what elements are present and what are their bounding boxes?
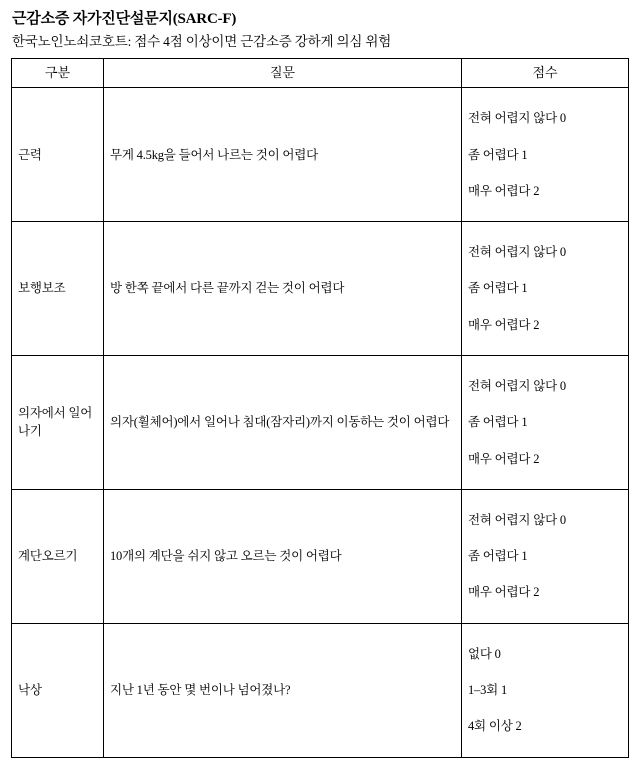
row-question: 10개의 계단을 쉬지 않고 오르는 것이 어렵다 (104, 489, 462, 623)
row-score-options (462, 623, 629, 757)
page-subtitle: 한국노인노쇠코호트: 점수 4점 이상이면 근감소증 강하게 의심 위험 (12, 34, 392, 49)
score-option: 전혀 어렵지 않다 0 (468, 245, 566, 260)
column-header-question: 질문 (104, 59, 462, 88)
score-option: 4회 이상 2 (468, 719, 522, 734)
page-title: 근감소증 자가진단설문지(SARC-F) (12, 11, 237, 27)
column-header-category: 구분 (12, 59, 104, 88)
row-score-options (462, 355, 629, 489)
row-question: 방 한쪽 끝에서 다른 끝까지 걷는 것이 어렵다 (104, 222, 462, 356)
score-option: 좀 어렵다 1 (468, 549, 528, 564)
row-category: 근력 (12, 88, 104, 222)
sarcf-questionnaire-table (11, 58, 629, 757)
table-row (12, 623, 629, 757)
row-question: 무게 4.5kg을 들어서 나르는 것이 어렵다 (104, 88, 462, 222)
row-question: 지난 1년 동안 몇 번이나 넘어졌나? (104, 623, 462, 757)
row-category: 의자에서 일어나기 (12, 355, 104, 489)
column-header-score: 점수 (462, 59, 629, 88)
row-category: 계단오르기 (12, 489, 104, 623)
row-score-options (462, 489, 629, 623)
table-row (12, 222, 629, 356)
row-score-options (462, 222, 629, 356)
score-option: 없다 0 (468, 646, 501, 661)
row-question: 의자(휠체어)에서 일어나 침대(잠자리)까지 이동하는 것이 어렵다 (104, 355, 462, 489)
score-option: 전혀 어렵지 않다 0 (468, 379, 566, 394)
score-option: 매우 어렵다 2 (468, 585, 540, 600)
row-category: 낙상 (12, 623, 104, 757)
score-option: 전혀 어렵지 않다 0 (468, 111, 566, 126)
score-option: 좀 어렵다 1 (468, 147, 528, 162)
score-option: 매우 어렵다 2 (468, 317, 540, 332)
score-option: 전혀 어렵지 않다 0 (468, 512, 566, 527)
row-category: 보행보조 (12, 222, 104, 356)
table-row (12, 355, 629, 489)
score-option: 좀 어렵다 1 (468, 281, 528, 296)
score-option: 매우 어렵다 2 (468, 183, 540, 198)
score-option: 매우 어렵다 2 (468, 451, 540, 466)
score-option: 1–3회 1 (468, 683, 508, 698)
table-header-row (12, 59, 629, 88)
table-row (12, 489, 629, 623)
score-option: 좀 어렵다 1 (468, 415, 528, 430)
table-row (12, 88, 629, 222)
row-score-options (462, 88, 629, 222)
